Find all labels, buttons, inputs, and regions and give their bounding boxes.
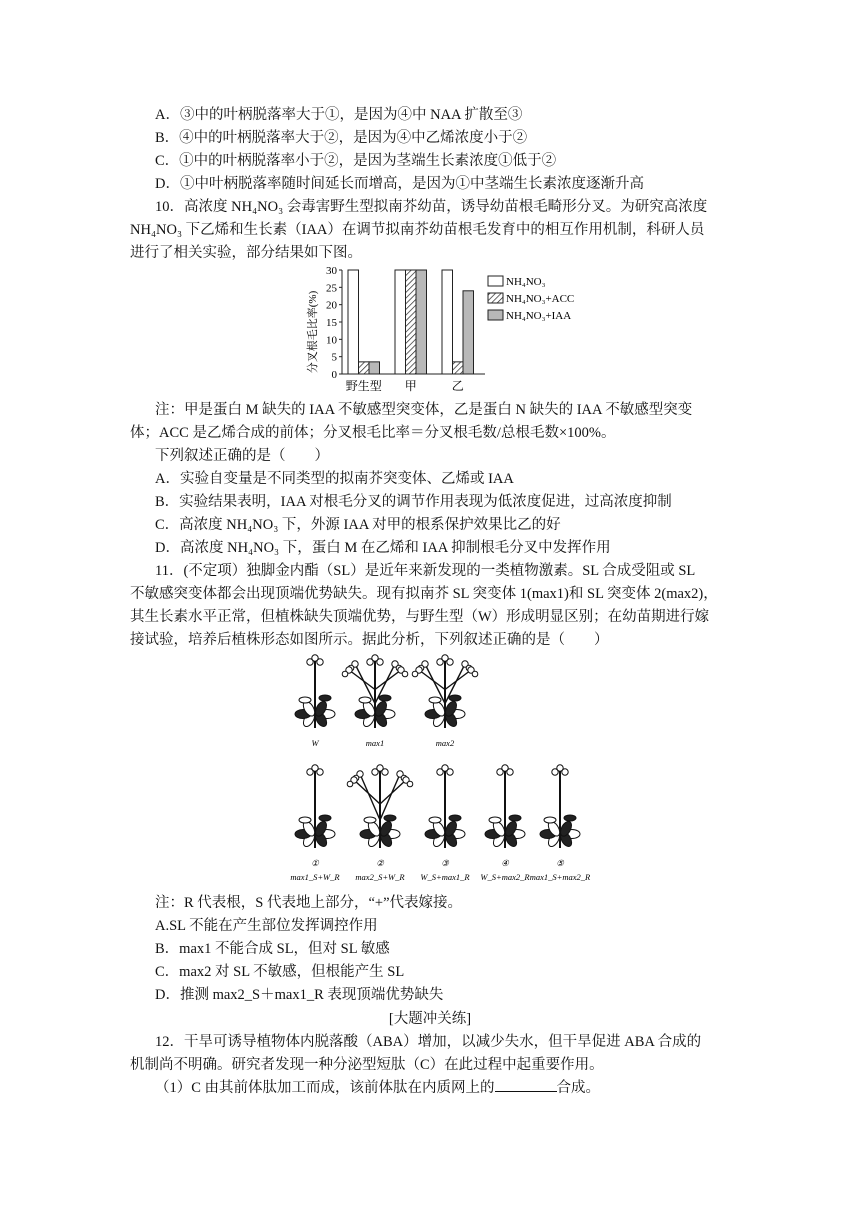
- bar: [369, 362, 380, 374]
- q10-stem-line1: 10．高浓度 NH₄NO₃ 会毒害野生型拟南芥幼苗，诱导幼苗根毛畸形分叉。为研究高浓度: [155, 199, 708, 215]
- graft-label: max2_S+W_R: [355, 872, 405, 882]
- plant-icon: [540, 765, 580, 849]
- q12-part1-text: （1）C 由其前体肽加工而成，该前体肽在内质网上的: [155, 1080, 495, 1096]
- y-tick-label: 20: [326, 299, 337, 312]
- graft-label: W_S+max1_R: [420, 872, 470, 882]
- q12-part1: [155, 1078, 600, 1098]
- q9-option-c: C．①中的叶柄脱落率小于②，是因为茎端生长素浓度①低于②: [155, 153, 557, 169]
- q10-option-d: D．高浓度 NH₄NO₃ 下，蛋白 M 在乙烯和 IAA 抑制根毛分叉中发挥作用: [155, 540, 611, 556]
- legend-label: NH₄NO₃+ACC: [506, 293, 575, 305]
- q10-stem-line3: 进行了相关实验，部分结果如下图。: [130, 245, 362, 261]
- q10-option-b: B．实验结果表明，IAA 对根毛分叉的调节作用表现为低浓度促进，过高浓度抑制: [155, 494, 672, 510]
- graft-label: max1_S+W_R: [290, 872, 340, 882]
- q9-option-a: A．③中的叶柄脱落率大于①，是因为④中 NAA 扩散至③: [155, 107, 523, 123]
- bar: [442, 270, 453, 374]
- graft-number: ④: [501, 858, 509, 868]
- bar: [395, 270, 406, 374]
- graft-number: ①: [311, 858, 319, 868]
- q11-stem-line2: 不敏感突变体都会出现顶端优势缺失。现有拟南芥 SL 突变体 1(max1)和 SL 突变体 2(max2)，: [130, 586, 718, 602]
- y-tick-label: 15: [326, 317, 337, 329]
- q10-stem-line2: NH₄NO₃ 下乙烯和生长素（IAA）在调节拟南芥幼苗根毛发育中的相互作用机制，科研人员: [130, 222, 705, 238]
- answer-blank[interactable]: [495, 1079, 557, 1092]
- section-heading: [大题冲关练]: [388, 1011, 472, 1027]
- bar: [348, 270, 359, 374]
- q10-option-c: C．高浓度 NH₄NO₃ 下，外源 IAA 对甲的根系保护效果比乙的好: [155, 517, 561, 533]
- plant-label: max2: [435, 738, 455, 748]
- q11-stem-line3: 其生长素水平正常，但植株缺失顶端优势，与野生型（W）形成明显区别；在幼苗期进行嫁: [130, 609, 710, 625]
- graft-label: W_S+max2_R: [480, 872, 530, 882]
- bar: [463, 291, 474, 374]
- bar: [406, 270, 417, 374]
- graft-number: ②: [376, 858, 384, 868]
- y-tick-label: 25: [326, 282, 337, 295]
- y-axis-label: 分叉根毛比率(%): [307, 290, 319, 374]
- y-tick-label: 10: [326, 334, 337, 347]
- y-tick-label: 0: [331, 369, 337, 381]
- legend-label: NH₄NO₃: [506, 276, 546, 288]
- legend-swatch: [488, 310, 503, 320]
- plant-icon: [425, 765, 465, 849]
- legend-label: NH₄NO₃+IAA: [506, 310, 572, 322]
- plant-icon: [347, 765, 413, 849]
- plant-label: max1: [365, 738, 385, 748]
- x-category-label: 野生型: [345, 379, 382, 393]
- q11-option-c: C．max2 对 SL 不敏感，但根能产生 SL: [155, 964, 405, 980]
- y-tick-label: 5: [331, 351, 337, 364]
- q9-option-d: D．①中叶柄脱落率随时间延长而增高，是因为①中茎端生长素浓度逐渐升高: [155, 176, 644, 192]
- legend-swatch: [488, 293, 503, 303]
- plant-icon: [485, 765, 525, 849]
- x-category-label: 甲: [404, 379, 417, 393]
- bar: [416, 270, 427, 374]
- q11-option-b: B．max1 不能合成 SL，但对 SL 敏感: [155, 941, 390, 957]
- q10-note-line1: 注：甲是蛋白 M 缺失的 IAA 不敏感型突变体，乙是蛋白 N 缺失的 IAA 不敏感型突变: [155, 402, 693, 418]
- graft-number: ⑤: [556, 858, 564, 868]
- q9-option-b: B．④中的叶柄脱落率大于②，是因为④中乙烯浓度小于②: [155, 130, 528, 146]
- plant-icon: [342, 655, 408, 729]
- plant-icon: [295, 765, 335, 849]
- graft-label: max1_S+max2_R: [529, 872, 591, 882]
- q12-stem-line2: 机制尚不明确。研究者发现一种分泌型短肽（C）在此过程中起重要作用。: [130, 1057, 604, 1073]
- q11-note: 注：R 代表根，S 代表地上部分，“+”代表嫁接。: [155, 895, 463, 911]
- q10-option-a: A．实验自变量是不同类型的拟南芥突变体、乙烯或 IAA: [155, 471, 514, 487]
- q11-option-a: A.SL 不能在产生部位发挥调控作用: [155, 918, 378, 934]
- q10-note-line2: 体；ACC 是乙烯合成的前体；分叉根毛比率＝分叉根毛数/总根毛数×100%。: [130, 425, 616, 441]
- q12-part1-tail: 合成。: [556, 1080, 601, 1096]
- q10-bar-chart: [300, 262, 600, 397]
- x-category-label: 乙: [451, 379, 464, 393]
- y-tick-label: 30: [326, 265, 337, 277]
- plant-label: W: [311, 738, 319, 748]
- grafting-plant-figure: [270, 650, 630, 890]
- bar: [359, 362, 370, 374]
- bar: [453, 362, 464, 374]
- q11-stem-line1: 11．(不定项）独脚金内酯（SL）是近年来新发现的一类植物激素。SL 合成受阻或 SL: [155, 563, 696, 579]
- q10-question: 下列叙述正确的是（ ）: [155, 448, 329, 464]
- graft-number: ③: [441, 858, 449, 868]
- q11-option-d: D．推测 max2_S＋max1_R 表现顶端优势缺失: [155, 987, 444, 1003]
- q12-stem-line1: 12．干旱可诱导植物体内脱落酸（ABA）增加，以减少失水，但干旱促进 ABA 合成的: [155, 1034, 702, 1050]
- plant-icon: [295, 655, 335, 729]
- plant-icon: [412, 655, 478, 729]
- q11-stem-line4: 接试验，培养后植株形态如图所示。据此分析，下列叙述正确的是（ ）: [130, 632, 609, 648]
- legend-swatch: [488, 276, 503, 286]
